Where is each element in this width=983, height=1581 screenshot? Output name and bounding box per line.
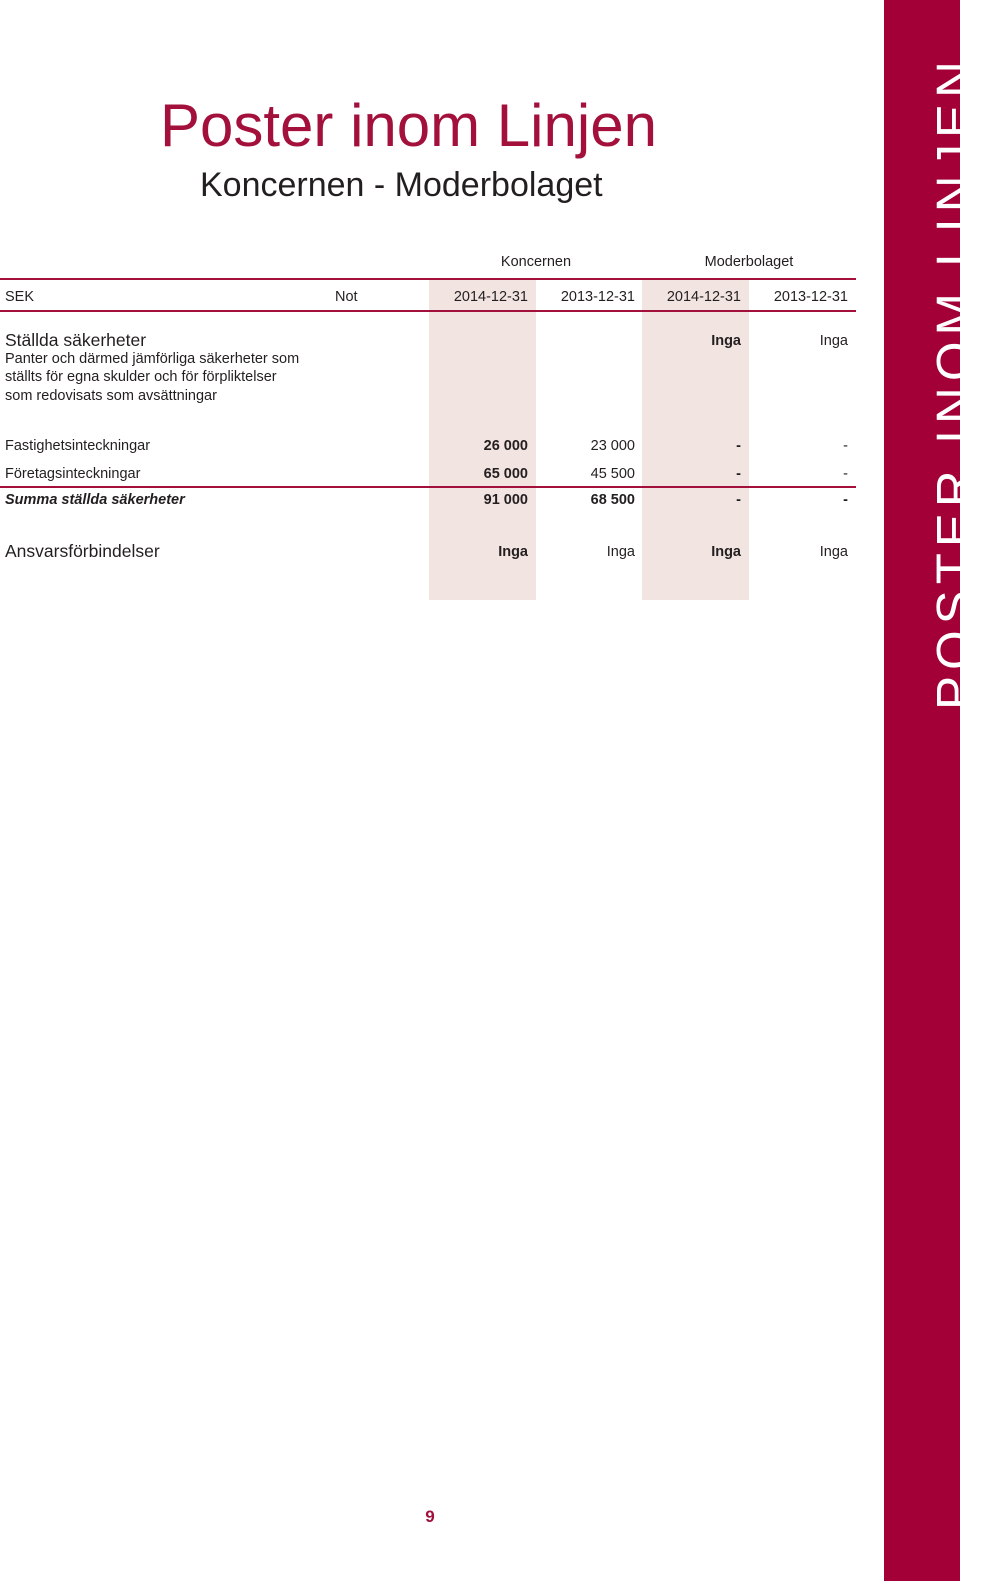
stallda-description [5, 350, 335, 405]
table-cell: 45 500 [590, 466, 635, 482]
total-cell: - [736, 492, 741, 508]
total-cell: 91 000 [483, 492, 528, 508]
table-cell: - [736, 466, 741, 482]
table-cell: 65 000 [483, 466, 528, 482]
section-title-ansvar: Ansvarsförbindelser [5, 541, 160, 561]
desc-line: som redovisats som avsättningar [5, 387, 217, 404]
total-rule [0, 486, 856, 488]
page-subtitle: Koncernen - Moderbolaget [200, 166, 603, 204]
table-cell: - [843, 466, 848, 482]
table-cell: 23 000 [590, 438, 635, 454]
not-header: Not [335, 289, 358, 305]
total-cell: - [843, 492, 848, 508]
group-header-koncernen: Koncernen [500, 254, 572, 270]
currency-label: SEK [5, 289, 35, 305]
header-top-rule [0, 278, 856, 280]
col-header-1: 2014-12-31 [453, 289, 528, 305]
row-label-foretagsinteckningar: Företagsinteckningar [5, 466, 141, 482]
desc-line: ställts för egna skulder och för förpliktelser [5, 369, 277, 386]
ansvar-cell: Inga [606, 544, 635, 560]
desc-line: Panter och därmed jämförliga säkerheter som [5, 351, 300, 367]
total-cell: 68 500 [590, 492, 635, 508]
stallda-value-4: Inga [819, 333, 848, 349]
group-header-moderbolaget: Moderbolaget [704, 254, 794, 270]
table-cell: - [843, 438, 848, 454]
section-sidebar [884, 0, 983, 1581]
col-header-3: 2014-12-31 [666, 289, 741, 305]
section-title-stallda: Ställda säkerheter [5, 330, 147, 350]
ansvar-cell: Inga [711, 544, 741, 560]
col-header-2: 2013-12-31 [560, 289, 635, 305]
sidebar-title: POSTER INOM LINJEN [926, 55, 983, 710]
ansvar-cell: Inga [498, 544, 528, 560]
ansvar-cell: Inga [819, 544, 848, 560]
stallda-value-3: Inga [711, 333, 741, 349]
col-header-4: 2013-12-31 [773, 289, 848, 305]
page-title: Poster inom Linjen [160, 92, 657, 159]
table-cell: 26 000 [483, 438, 528, 454]
total-label: Summa ställda säkerheter [5, 492, 185, 508]
page-number: 9 [425, 1507, 435, 1526]
row-label-fastighetsinteckningar: Fastighetsinteckningar [5, 438, 151, 454]
header-bottom-rule [0, 310, 856, 312]
table-cell: - [736, 438, 741, 454]
